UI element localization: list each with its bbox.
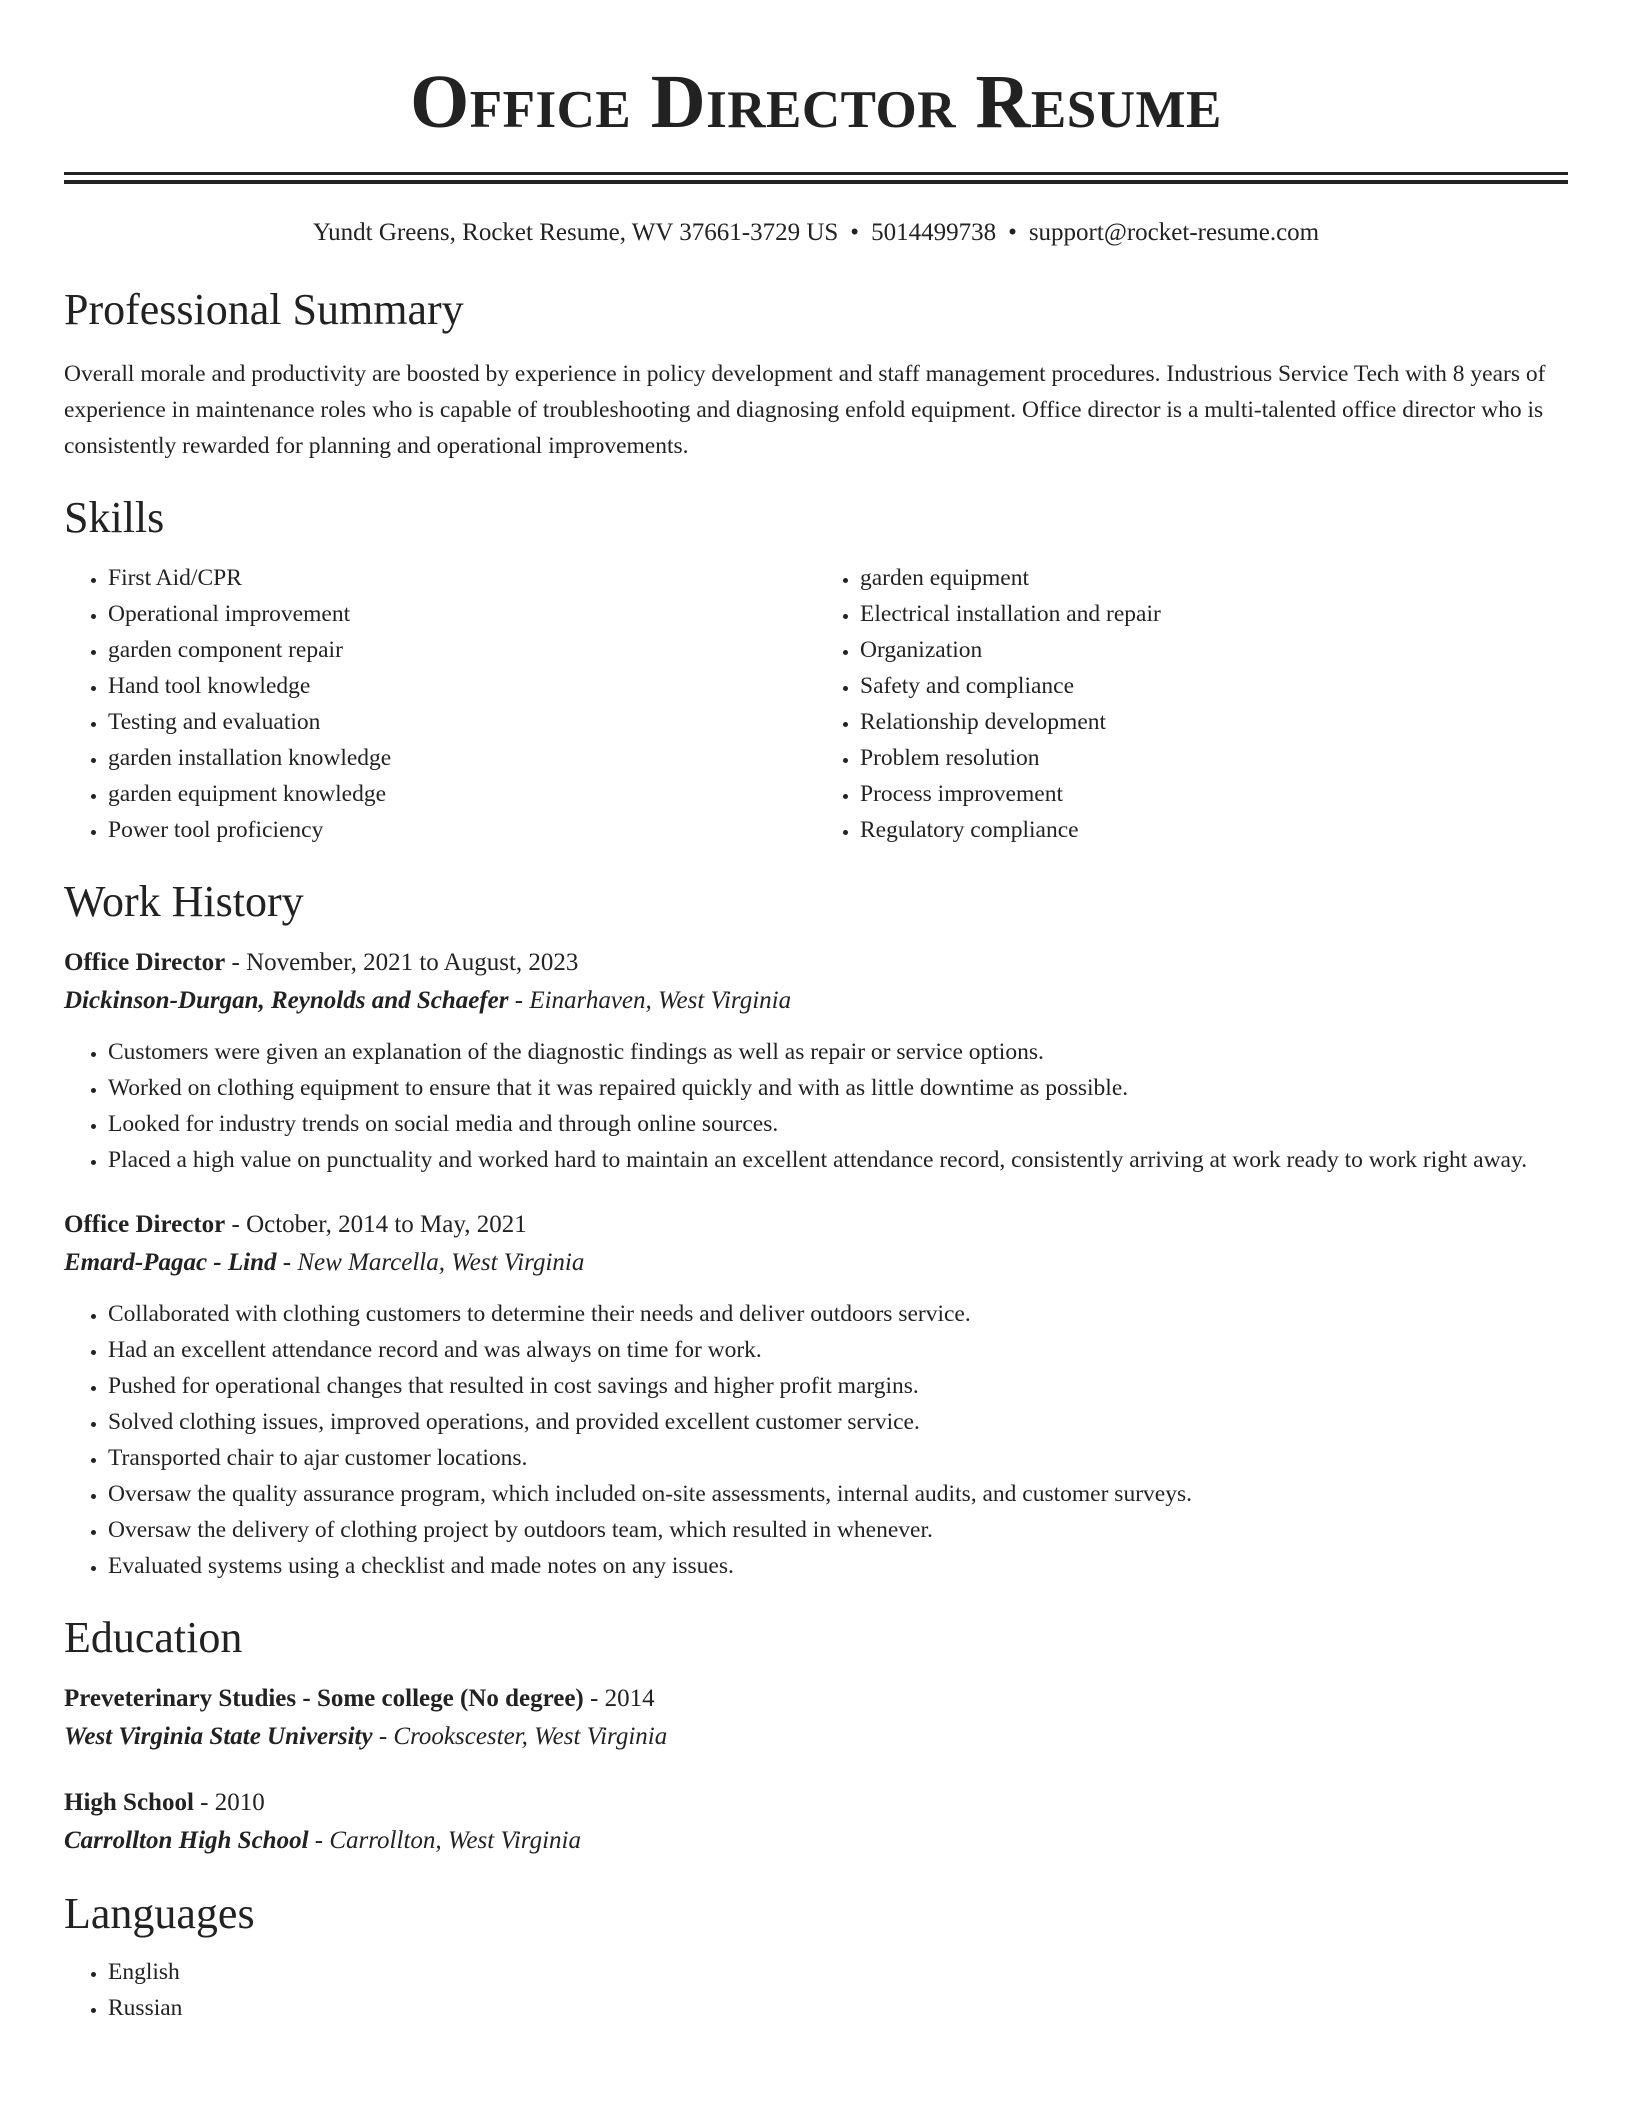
job-title: Office Director	[64, 1211, 226, 1238]
degree-line	[64, 1680, 1568, 1718]
job-company: Emard-Pagac - Lind	[64, 1249, 277, 1276]
job-bullet: • Oversaw the quality assurance program, which included on-site assessments, internal audits, and customer surveys.	[108, 1476, 1568, 1512]
skill-item: • First Aid/CPR	[108, 560, 816, 596]
skills-list-left	[64, 560, 816, 848]
summary-heading: Professional Summary	[64, 285, 464, 334]
skill-item: • garden component repair	[108, 632, 816, 668]
skill-item: • Testing and evaluation	[108, 704, 816, 740]
degree: Preveterinary Studies - Some college (No degree)	[64, 1685, 584, 1712]
job-entry	[64, 944, 1568, 1178]
skill-item: • Operational improvement	[108, 596, 816, 632]
skill-item: • garden equipment	[860, 560, 1568, 596]
title-divider-thin	[64, 172, 1568, 175]
job-title-line	[64, 1206, 1568, 1244]
skill-item: • Electrical installation and repair	[860, 596, 1568, 632]
job-company-line	[64, 1244, 1568, 1282]
job-bullet: • Transported chair to ajar customer locations.	[108, 1440, 1568, 1476]
job-company-line	[64, 982, 1568, 1020]
job-company: Dickinson-Durgan, Reynolds and Schaefer	[64, 987, 509, 1014]
contact-email: support@rocket-resume.com	[1028, 219, 1320, 246]
bullet-separator: •	[1008, 219, 1017, 246]
skill-item: • Safety and compliance	[860, 668, 1568, 704]
contact-phone: 5014499738	[871, 219, 997, 246]
job-location: - Einarhaven, West Virginia	[508, 987, 792, 1014]
skills-list-right	[816, 560, 1568, 848]
job-title-line	[64, 944, 1568, 982]
job-bullet: • Collaborated with clothing customers to determine their needs and deliver outdoors service.	[108, 1296, 1568, 1332]
degree-year: - 2014	[583, 1685, 655, 1712]
skill-item: • Power tool proficiency	[108, 812, 816, 848]
work-history-heading: Work History	[64, 877, 304, 926]
resume-title: Office Director Resume	[410, 60, 1222, 144]
job-location: - New Marcella, West Virginia	[276, 1249, 585, 1276]
degree-year: - 2010	[193, 1789, 265, 1816]
education-entry	[64, 1680, 1568, 1756]
skills-columns	[64, 560, 1568, 848]
job-bullets	[64, 1296, 1568, 1584]
skill-item: • Regulatory compliance	[860, 812, 1568, 848]
education-entry	[64, 1784, 1568, 1860]
skill-item: • Organization	[860, 632, 1568, 668]
school-location: - Carrollton, West Virginia	[308, 1827, 582, 1854]
degree-line	[64, 1784, 1568, 1822]
job-bullets	[64, 1034, 1568, 1178]
language-item: • English	[108, 1954, 1568, 1990]
job-bullet: • Customers were given an explanation of the diagnostic findings as well as repair or service options.	[108, 1034, 1568, 1070]
job-dates: - November, 2021 to August, 2023	[225, 949, 579, 976]
skill-item: • Hand tool knowledge	[108, 668, 816, 704]
job-bullet: • Had an excellent attendance record and was always on time for work.	[108, 1332, 1568, 1368]
school-name: Carrollton High School	[64, 1827, 309, 1854]
job-entry	[64, 1206, 1568, 1584]
skills-heading: Skills	[64, 493, 165, 542]
skill-item: • garden installation knowledge	[108, 740, 816, 776]
skill-item: • Relationship development	[860, 704, 1568, 740]
school-location: - Crookscester, West Virginia	[372, 1723, 668, 1750]
job-bullet: • Placed a high value on punctuality and worked hard to maintain an excellent attendance record, consistently arriving at work ready to work right away.	[108, 1142, 1568, 1178]
job-bullet: • Oversaw the delivery of clothing project by outdoors team, which resulted in whenever.	[108, 1512, 1568, 1548]
job-bullet: • Worked on clothing equipment to ensure that it was repaired quickly and with as little downtime as possible.	[108, 1070, 1568, 1106]
job-title: Office Director	[64, 949, 226, 976]
title-divider-thick	[64, 180, 1568, 184]
job-bullet: • Evaluated systems using a checklist and made notes on any issues.	[108, 1548, 1568, 1584]
school-line	[64, 1822, 1568, 1860]
job-bullet: • Pushed for operational changes that resulted in cost savings and higher profit margins.	[108, 1368, 1568, 1404]
job-dates: - October, 2014 to May, 2021	[225, 1211, 527, 1238]
skill-item: • Problem resolution	[860, 740, 1568, 776]
language-item: • Russian	[108, 1990, 1568, 2026]
languages-heading: Languages	[64, 1889, 255, 1938]
school-line	[64, 1718, 1568, 1756]
school-name: West Virginia State University	[64, 1723, 373, 1750]
contact-address: Yundt Greens, Rocket Resume, WV 37661-3729 US	[312, 219, 839, 246]
skill-item: • garden equipment knowledge	[108, 776, 816, 812]
job-bullet: • Looked for industry trends on social media and through online sources.	[108, 1106, 1568, 1142]
contact-line	[64, 218, 1568, 248]
degree: High School	[64, 1789, 194, 1816]
skill-item: • Process improvement	[860, 776, 1568, 812]
job-bullet: • Solved clothing issues, improved operations, and provided excellent customer service.	[108, 1404, 1568, 1440]
education-heading: Education	[64, 1613, 243, 1662]
bullet-separator: •	[850, 219, 860, 246]
summary-text: Overall morale and productivity are boosted by experience in policy development and staff management procedures. Industrious Service Tech with 8 years of experience in maintenance roles who is capable of troubleshooting and diagnosing enfold equipment. Office director is a multi-talented office director who is consistently rewarded for planning and operational improvements.	[64, 361, 1546, 459]
languages-list	[64, 1954, 1568, 2026]
